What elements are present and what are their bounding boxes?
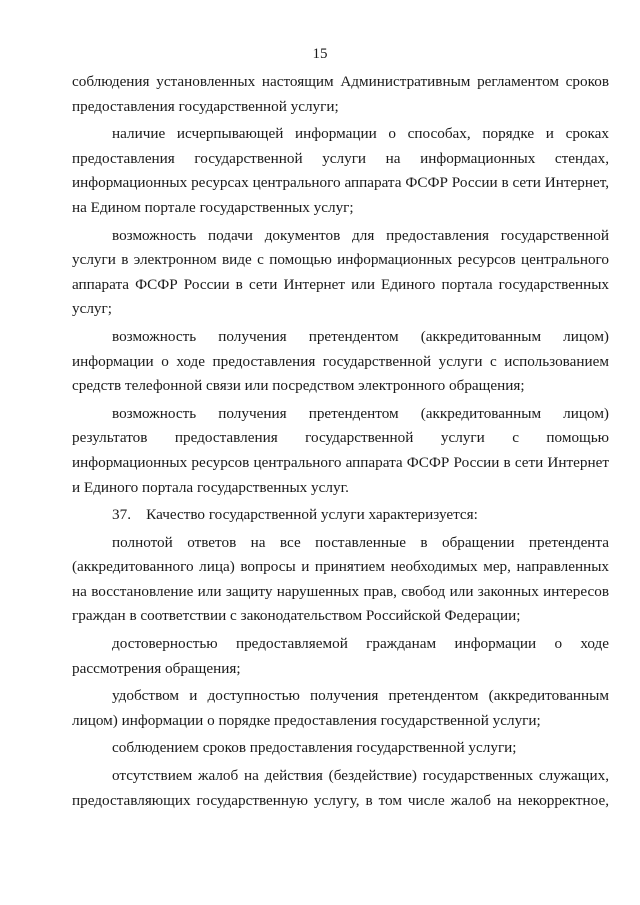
page-number: 15 [312,46,328,62]
paragraph-information-availability: наличие исчерпывающей информации о способах, порядке и сроках предоставления государственной услуги на информационных стендах, информационных ресурсах центрального аппарата ФСФР России в сети Интернет, на Едином портале государственных услуг; [72,125,609,216]
paragraph-item-37: 37. Качество государственной услуги характеризуется: [112,506,478,524]
document-body [72,70,609,816]
paragraph-reliability: достоверностью предоставляемой гражданам информации о ходе рассмотрения обращения; [72,635,609,677]
paragraph-completeness: полнотой ответов на все поставленные в обращении претендента (аккредитованного лица) вопросы и принятием необходимых мер, направленных на восстановление или защиту нарушенных прав, свобод или законных интересов граждан в соответствии с законодательством Российской Федерации; [72,533,609,625]
paragraph-deadlines: соблюдением сроков предоставления государственной услуги; [112,739,517,757]
paragraph-convenience: удобством и доступностью получения претендентом (аккредитованным лицом) информации о порядке предоставления государственной услуги; [72,687,609,729]
paragraph-results-receipt: возможность получения претендентом (аккредитованным лицом) результатов предоставления государственной услуги с помощью информационных ресурсов центрального аппарата ФСФР России в сети Интернет и Единого портала государственных услуг. [72,404,609,496]
paragraph-progress-information: возможность получения претендентом (аккредитованным лицом) информации о ходе предоставления государственной услуги с использованием средств телефонной связи или посредством электронного обращения; [72,327,609,395]
paragraph-complaints: отсутствием жалоб на действия (бездействие) государственных служащих, предоставляющих государственную услугу, в том числе жалоб на некорректное, [72,767,609,809]
paragraph-electronic-submission: возможность подачи документов для предоставления государственной услуги в электронном виде с помощью информационных ресурсов центрального аппарата ФСФР России в сети Интернет или Единого портала государственных услуг; [72,226,609,318]
paragraph-continuation: соблюдения установленных настоящим Административным регламентом сроков предоставления государственной услуги; [72,73,609,115]
